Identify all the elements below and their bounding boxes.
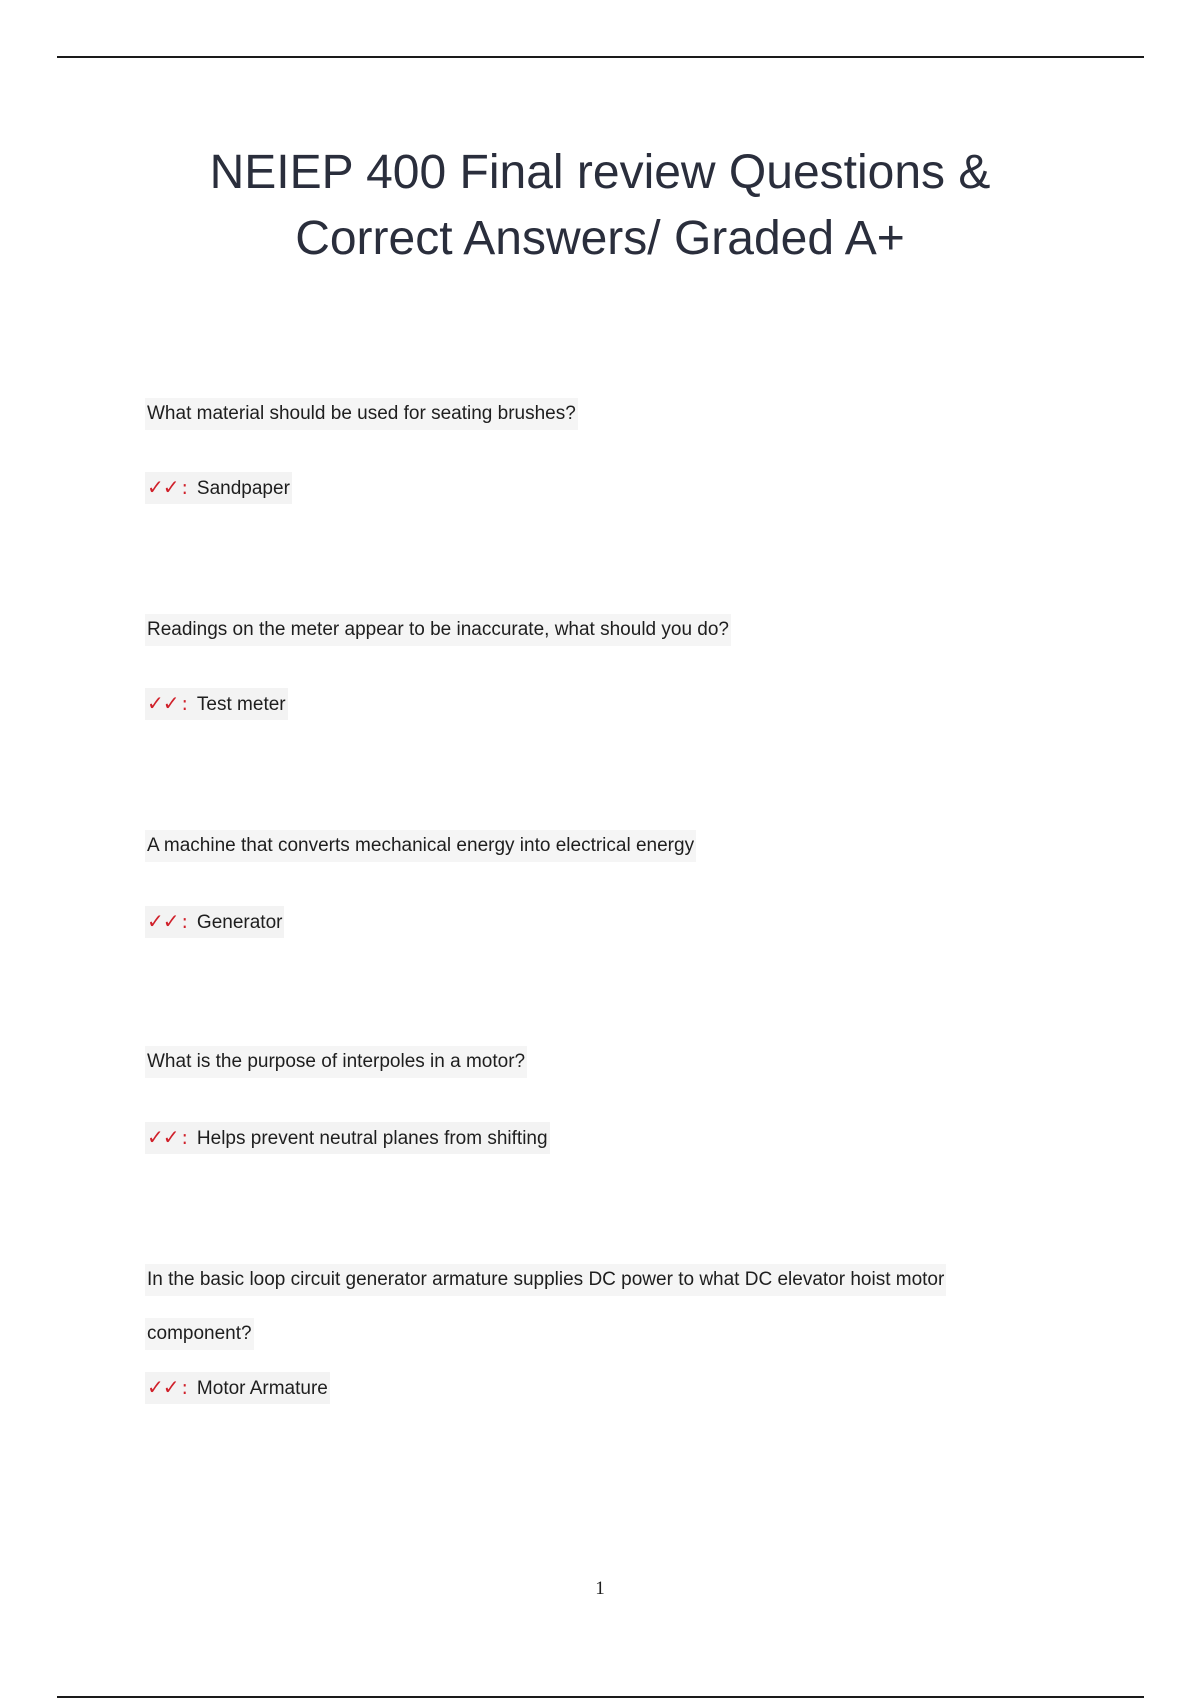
double-check-icon: ✓✓ [147, 909, 179, 933]
qa-item [145, 398, 1045, 504]
question-line: A machine that converts mechanical energy into electrical energy [145, 830, 696, 862]
question-line: What material should be used for seating brushes? [145, 398, 578, 430]
double-check-icon: ✓✓ [147, 691, 179, 715]
double-check-icon: ✓✓ [147, 475, 179, 499]
double-check-icon: ✓✓ [147, 1375, 179, 1399]
answer-text: Sandpaper [196, 478, 290, 499]
answer [145, 1372, 1045, 1404]
qa-item [145, 614, 1045, 720]
answer-separator: : [181, 1127, 188, 1149]
answer-box [145, 1372, 330, 1404]
question-line: In the basic loop circuit generator armature supplies DC power to what DC elevator hoist motor [145, 1264, 946, 1296]
qa-item [145, 1264, 1045, 1404]
answer [145, 906, 1045, 938]
question-line: Readings on the meter appear to be inaccurate, what should you do? [145, 614, 731, 646]
answer-box [145, 1122, 550, 1154]
question-line: component? [145, 1318, 254, 1350]
question [145, 1046, 1045, 1100]
answer-separator: : [181, 1377, 188, 1399]
title-line-2: Correct Answers/ Graded A+ [295, 212, 905, 265]
page-title [100, 140, 1100, 272]
answer-text: Test meter [196, 694, 286, 715]
question [145, 614, 1045, 668]
answer-text: Generator [196, 912, 283, 933]
answer-box [145, 472, 292, 504]
answer [145, 688, 1045, 720]
answer [145, 472, 1045, 504]
bottom-rule [57, 1696, 1144, 1698]
question [145, 1264, 1045, 1372]
question [145, 398, 1045, 452]
answer-separator: : [181, 693, 188, 715]
double-check-icon: ✓✓ [147, 1125, 179, 1149]
title-line-1: NEIEP 400 Final review Questions & [209, 146, 991, 199]
question [145, 830, 1045, 884]
answer-text: Motor Armature [196, 1378, 328, 1399]
answer [145, 1122, 1045, 1154]
answer-box [145, 688, 288, 720]
answer-text: Helps prevent neutral planes from shifting [196, 1128, 548, 1149]
answer-separator: : [181, 477, 188, 499]
answer-separator: : [181, 911, 188, 933]
qa-item [145, 830, 1045, 938]
page-number: 1 [595, 1578, 605, 1599]
question-line: What is the purpose of interpoles in a motor? [145, 1046, 527, 1078]
qa-item [145, 1046, 1045, 1154]
answer-box [145, 906, 284, 938]
top-rule [57, 56, 1144, 58]
